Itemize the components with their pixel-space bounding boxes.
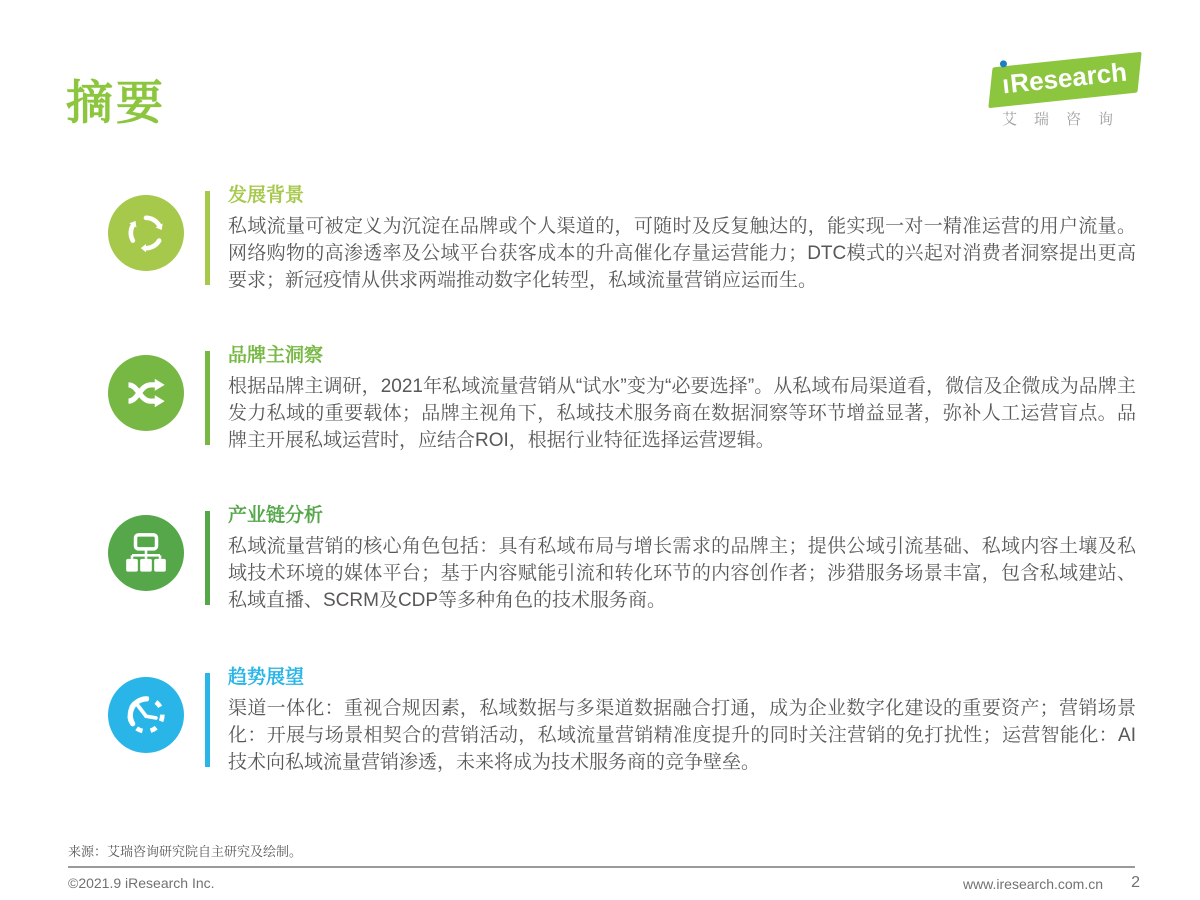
section-heading: 发展背景 — [228, 185, 305, 206]
logo-letter-i: ı — [1001, 71, 1011, 98]
section-accent-bar — [205, 511, 210, 605]
section-heading: 品牌主洞察 — [228, 345, 324, 366]
logo-dot-icon — [1000, 60, 1008, 68]
section-accent-bar — [205, 673, 210, 767]
logo-text: Research — [1009, 56, 1129, 99]
page-title: 摘要 — [66, 76, 166, 129]
logo-subtitle: 艾瑞咨询 — [1001, 111, 1130, 128]
section-brand-insight — [108, 345, 1138, 497]
cycle-icon — [108, 195, 184, 271]
source-note: 来源：艾瑞咨询研究院自主研究及绘制。 — [68, 844, 303, 859]
section-body: 渠道一体化：重视合规因素，私域数据与多渠道数据融合打通，成为企业数字化建设的重要资产；营销场景化：开展与场景相契合的营销活动，私域流量营销精准度提升的同时关注营销的免打扰性；运营智能化：AI技术向私域流量营销渗透，未来将成为技术服务商的竞争壁垒。 — [228, 697, 1136, 773]
section-accent-bar — [205, 351, 210, 445]
footer-page-number: 2 — [1131, 874, 1140, 891]
logo-wordmark — [1000, 56, 1129, 102]
section-text — [228, 345, 1136, 454]
section-body: 根据品牌主调研，2021年私域流量营销从“试水”变为“必要选择”。从私域布局渠道看，微信及企微成为品牌主发力私域的重要载体；品牌主视角下，私域技术服务商在数据洞察等环节增益显著，弥补人工运营盲点。品牌主开展私域运营时，应结合ROI，根据行业特征选择运营逻辑。 — [228, 375, 1136, 451]
clock-icon — [108, 677, 184, 753]
org-chart-icon — [108, 515, 184, 591]
section-body: 私域流量营销的核心角色包括：具有私域布局与增长需求的品牌主；提供公域引流基础、私域内容土壤及私域技术环境的媒体平台；基于内容赋能引流和转化环节的内容创作者；涉猎服务场景丰富，包含私域建站、私域直播、SCRM及CDP等多种角色的技术服务商。 — [228, 535, 1136, 611]
section-text — [228, 667, 1136, 776]
footer-divider — [68, 866, 1135, 868]
section-text — [228, 185, 1136, 294]
section-development-background — [108, 185, 1138, 337]
footer-copyright: ©2021.9 iResearch Inc. — [68, 875, 215, 891]
section-heading: 产业链分析 — [228, 505, 324, 526]
iresearch-logo — [982, 56, 1142, 129]
section-industry-chain — [108, 505, 1138, 657]
section-heading: 趋势展望 — [228, 667, 305, 688]
footer-website: www.iresearch.com.cn — [962, 876, 1103, 892]
logo-parallelogram — [988, 52, 1141, 108]
section-text — [228, 505, 1136, 614]
shuffle-icon — [108, 355, 184, 431]
section-accent-bar — [205, 191, 210, 285]
section-body: 私域流量可被定义为沉淀在品牌或个人渠道的，可随时及反复触达的，能实现一对一精准运营的用户流量。网络购物的高渗透率及公域平台获客成本的升高催化存量运营能力；DTC模式的兴起对消费者洞察提出更高要求；新冠疫情从供求两端推动数字化转型，私域流量营销应运而生。 — [228, 215, 1136, 291]
section-trend-outlook — [108, 667, 1138, 819]
